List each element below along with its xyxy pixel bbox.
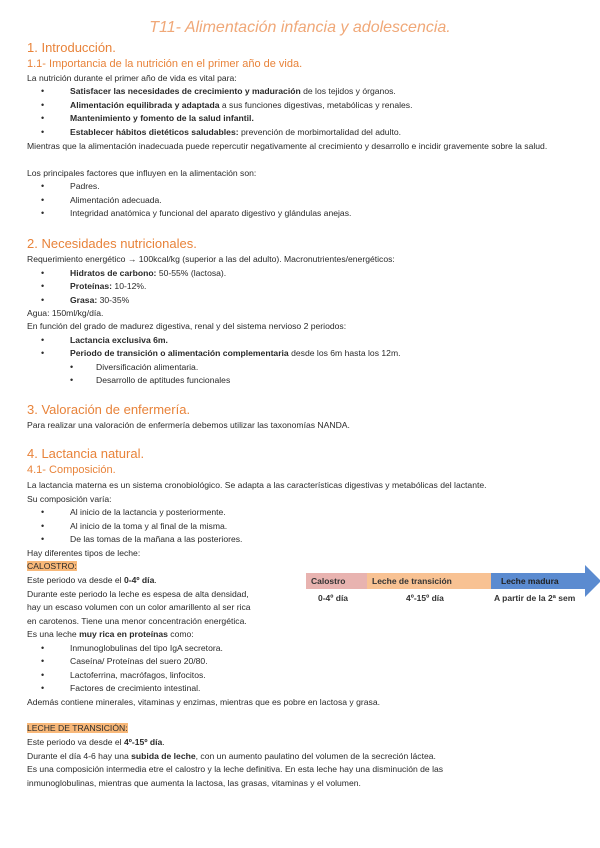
timeline-segment-madura: Leche madura [491,573,585,589]
bullet-item [70,295,129,306]
timeline-segment-calostro: Calostro [306,573,367,589]
section-heading-valoracion: 3. Valoración de enfermería. [27,402,191,417]
bullet-item: • Alimentación adecuada. [70,195,162,206]
bullet-item: • Al inicio de la toma y al final de la misma. [70,521,227,532]
bullet-bold: Hidratos de carbono: [70,268,157,278]
text-bold: subida de leche [131,751,196,761]
paragraph: Es una composición intermedia etre el calostro y la leche definitiva. En esta leche hay una disminución de las [27,764,444,774]
sub-bullet-item: • Diversificación alimentaria. [96,362,198,373]
paragraph: Hay diferentes tipos de leche: [27,548,141,558]
intro-text: La nutrición durante el primer año de vida es vital para: [27,73,237,83]
paragraph [27,737,165,748]
bullet-item [70,100,412,111]
bullet-item: • De las tomas de la mañana a las posteriores. [70,534,242,545]
text-bold: muy rica en proteínas [79,629,168,639]
text-bold: 4º-15º día [123,737,163,747]
bullet-bold: Grasa: [70,295,98,305]
sub-bullet-item: • Desarrollo de aptitudes funcionales [96,375,230,386]
water-text: Agua: 150ml/kg/día. [27,308,104,318]
bullet-bold: Satisfacer las necesidades de crecimiento y maduración [70,86,301,96]
bullet-item [70,281,146,292]
text-run: . [154,575,157,585]
bullet-bold: Mantenimiento y fomento de la salud infantil. [70,113,254,123]
milk-timeline [306,565,600,605]
bullet-item [70,348,401,359]
text-run: como: [167,629,194,639]
bullet-item: • Caseína/ Proteínas del suero 20/80. [70,656,208,667]
subsection-heading-composicion: 4.1- Composición. [27,464,116,476]
paragraph [27,751,436,762]
section-heading-lactancia: 4. Lactancia natural. [27,446,145,461]
paragraph: La lactancia materna es un sistema cronobiológico. Se adapta a las características digestivas y metabólicas del lactante. [27,480,487,490]
bullet-rest: a sus funciones digestivas, metabólicas y renales. [219,100,413,110]
bullet-item [70,268,226,279]
bullet-item [70,86,396,97]
bullet-item [70,335,168,346]
calostro-label [27,561,77,572]
bullet-item: • Integridad anatómica y funcional del aparato digestivo y glándulas anejas. [70,208,351,219]
paragraph: inmunoglobulinas, mientras que aumenta la lactosa, las grasas, vitaminas y el volumen. [27,778,361,788]
bullet-rest: 30-35% [97,295,130,305]
paragraph: en carotenos. Tiene una menor concentración energética. [27,616,247,626]
paragraph [27,575,157,586]
calostro-highlight: CALOSTRO: [27,561,77,571]
section-heading-necesidades: 2. Necesidades nutricionales. [27,236,197,251]
timeline-arrow-icon [585,565,600,597]
bullet-rest: prevención de morbimortalidad del adulto. [238,127,402,137]
periods-text: En función del grado de madurez digestiva, renal y del sistema nervioso 2 periodos: [27,321,347,331]
paragraph: Su composición varía: [27,494,112,504]
timeline-label-madura: A partir de la 2ª sem [494,593,576,603]
factors-text: Los principales factores que influyen en la alimentación son: [27,168,257,178]
paragraph: Además contiene minerales, vitaminas y enzimas, mientras que es pobre en lactosa y grasa. [27,697,380,707]
bullet-bold: Establecer hábitos dietéticos saludables: [70,127,239,137]
text-run: . [162,737,165,747]
bullet-bold: Periodo de transición o alimentación complementaria [70,348,289,358]
text-run: Es una leche [27,629,80,639]
bullet-item: • Lactoferrina, macrófagos, linfocitos. [70,670,206,681]
text-run: Durante el día 4-6 hay una [27,751,132,761]
bullet-item [70,113,254,124]
bullet-item: • Al inicio de la lactancia y posteriormente. [70,507,226,518]
transicion-highlight: LECHE DE TRANSICIÓN: [27,723,128,733]
bullet-rest: de los tejidos y órganos. [300,86,396,96]
bullet-rest: 10-12%. [112,281,147,291]
bullet-item: • Padres. [70,181,100,192]
bullet-bold: Lactancia exclusiva 6m. [70,335,168,345]
text-run: , con un aumento paulatino del volumen de la secreción láctea. [195,751,436,761]
timeline-label-calostro: 0-4º día [318,593,349,603]
bullet-item [70,127,401,138]
bullet-bold: Alimentación equilibrada y adaptada [70,100,220,110]
paragraph: Mientras que la alimentación inadecuada puede repercutir negativamente al crecimiento y desarrollo e incidir gravemente sobre la salud. [27,141,548,151]
page-title: T11- Alimentación infancia y adolescencia. [149,19,451,36]
timeline-segment-transicion: Leche de transición [367,573,491,589]
timeline-label-transicion: 4º-15º día [406,593,444,603]
bullet-item: • Inmunoglobulinas del tipo IgA secretora. [70,643,223,654]
section-heading-introduccion: 1. Introducción. [27,40,116,55]
paragraph: hay un escaso volumen con un color amarillento al ser rica [27,602,251,612]
bullet-rest: desde los 6m hasta los 12m. [288,348,401,358]
subsection-heading-importancia: 1.1- Importancia de la nutrición en el primer año de vida. [27,58,303,70]
transicion-label [27,723,128,734]
text-run: Este periodo va desde el [27,575,124,585]
paragraph: Durante este periodo la leche es espesa de alta densidad, [27,589,249,599]
requirement-text: Requerimiento energético → 100kcal/kg (superior a las del adulto). Macronutrientes/energéticos: [27,254,395,264]
paragraph [27,629,194,640]
bullet-rest: 50-55% (lactosa). [156,268,227,278]
text-bold: 0-4º día [123,575,155,585]
paragraph: Para realizar una valoración de enfermería debemos utilizar las taxonomías NANDA. [27,420,350,430]
bullet-bold: Proteínas: [70,281,113,291]
bullet-item: • Factores de crecimiento intestinal. [70,683,200,694]
text-run: Este periodo va desde el [27,737,124,747]
